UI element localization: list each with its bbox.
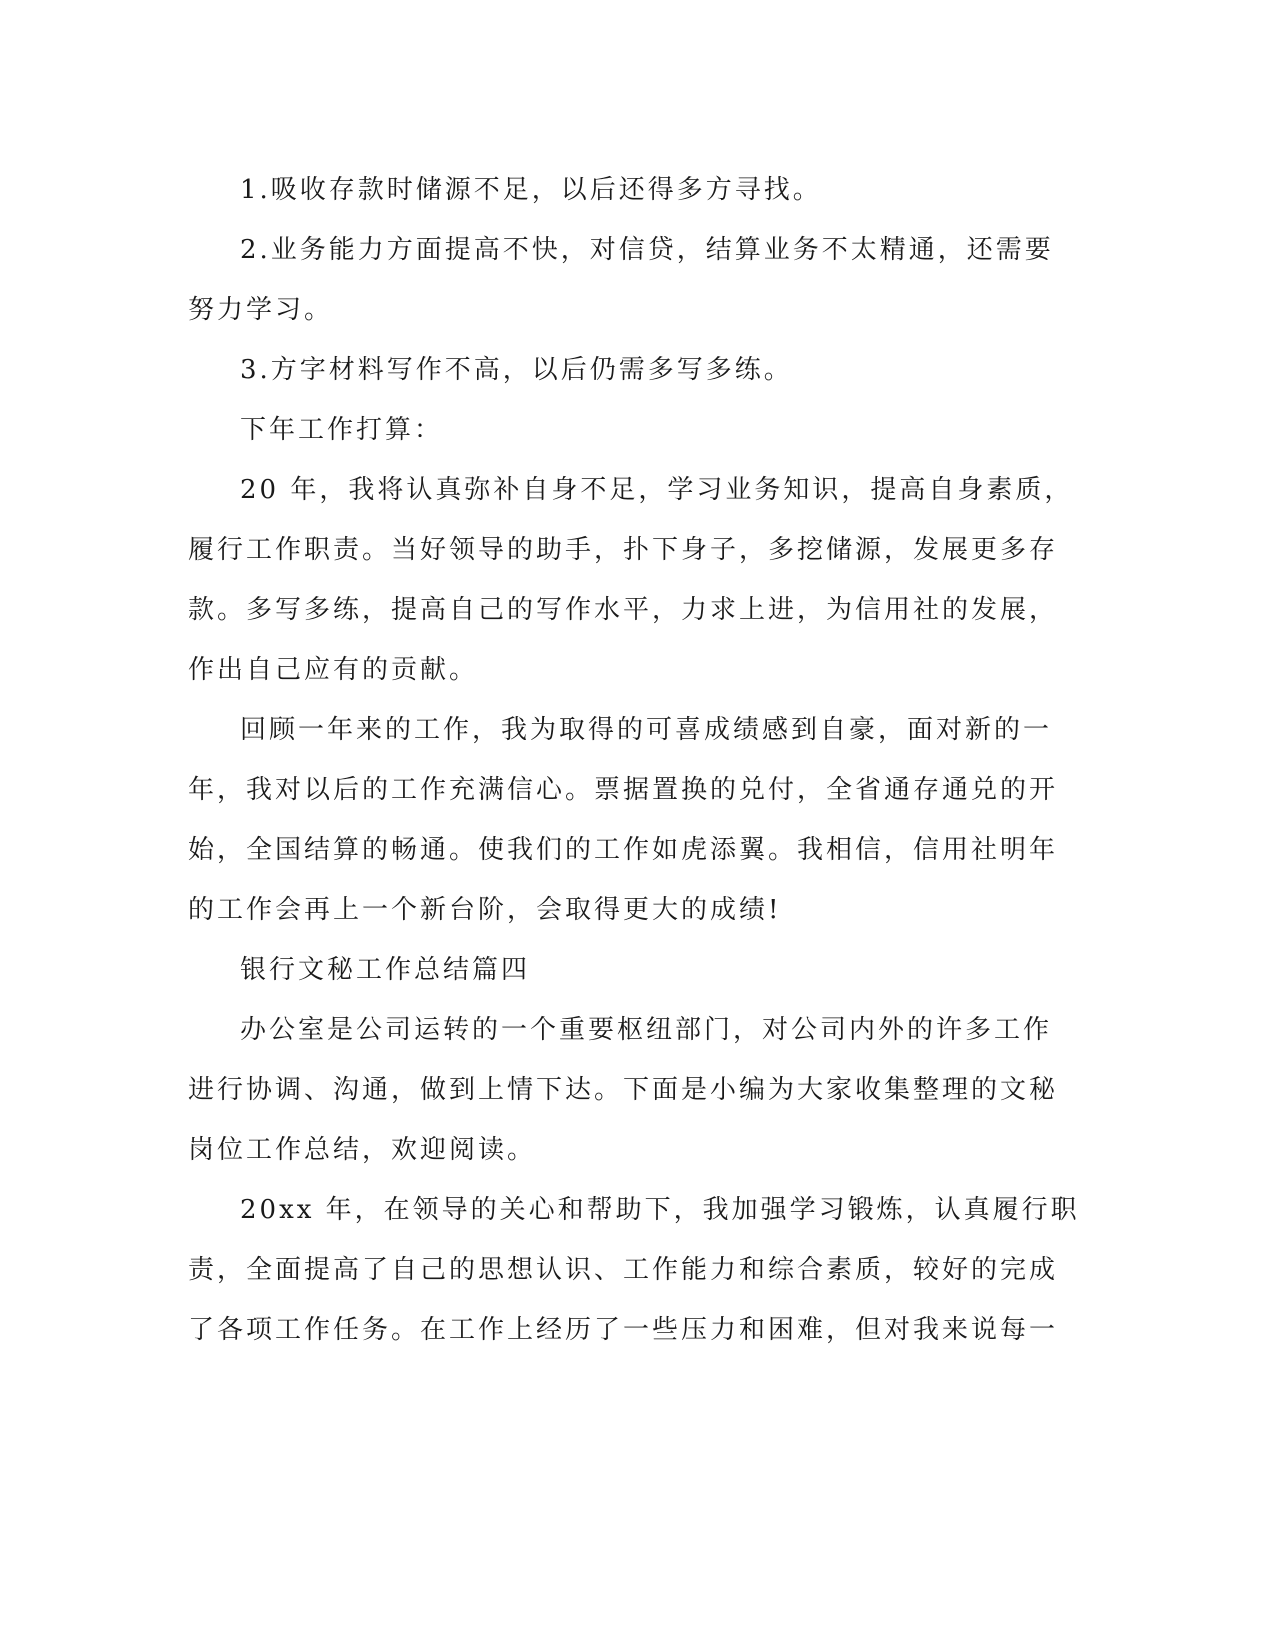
section-heading-part-four bbox=[188, 940, 1078, 1000]
paragraph-line: 努力学习。 bbox=[188, 295, 334, 325]
paragraph-line: 20xx 年，在领导的关心和帮助下，我加强学习锻炼，认真履行职 bbox=[240, 1195, 1080, 1225]
paragraph-line: 进行协调、沟通，做到上情下达。下面是小编为大家收集整理的文秘 bbox=[188, 1075, 1059, 1105]
section-heading-next-year-plan bbox=[188, 400, 1078, 460]
paragraph-6 bbox=[188, 700, 1078, 940]
paragraph-line: 款。多写多练，提高自己的写作水平，力求上进，为信用社的发展， bbox=[188, 595, 1059, 625]
paragraph-line: 责，全面提高了自己的思想认识、工作能力和综合素质，较好的完成 bbox=[188, 1255, 1059, 1285]
paragraph-line: 作出自己应有的贡献。 bbox=[188, 655, 479, 685]
paragraph-line: 岗位工作总结，欢迎阅读。 bbox=[188, 1135, 537, 1165]
paragraph-line: 了各项工作任务。在工作上经历了一些压力和困难，但对我来说每一 bbox=[188, 1315, 1059, 1345]
paragraph-9 bbox=[188, 1180, 1078, 1360]
paragraph-line: 银行文秘工作总结篇四 bbox=[240, 955, 531, 985]
paragraph-line: 年，我对以后的工作充满信心。票据置换的兑付，全省通存通兑的开 bbox=[188, 775, 1059, 805]
paragraph-2 bbox=[188, 220, 1078, 340]
paragraph-line: 的工作会再上一个新台阶，会取得更大的成绩! bbox=[188, 895, 782, 925]
paragraph-line: 下年工作打算： bbox=[240, 415, 444, 445]
paragraph-line: 始，全国结算的畅通。使我们的工作如虎添翼。我相信，信用社明年 bbox=[188, 835, 1059, 865]
paragraph-8 bbox=[188, 1000, 1078, 1180]
paragraph-line: 2.业务能力方面提高不快，对信贷，结算业务不太精通，还需要 bbox=[240, 235, 1054, 265]
paragraph-line: 20 年，我将认真弥补自身不足，学习业务知识，提高自身素质， bbox=[240, 475, 1074, 505]
paragraph-5 bbox=[188, 460, 1078, 700]
paragraph-line: 3.方字材料写作不高，以后仍需多写多练。 bbox=[240, 355, 793, 385]
paragraph-line: 1.吸收存款时储源不足，以后还得多方寻找。 bbox=[240, 175, 822, 205]
paragraph-3 bbox=[188, 340, 1078, 400]
paragraph-line: 办公室是公司运转的一个重要枢纽部门，对公司内外的许多工作 bbox=[240, 1015, 1053, 1045]
document-body bbox=[188, 160, 1078, 1360]
paragraph-line: 履行工作职责。当好领导的助手，扑下身子，多挖储源，发展更多存 bbox=[188, 535, 1059, 565]
paragraph-line: 回顾一年来的工作，我为取得的可喜成绩感到自豪，面对新的一 bbox=[240, 715, 1053, 745]
paragraph-1 bbox=[188, 160, 1078, 220]
